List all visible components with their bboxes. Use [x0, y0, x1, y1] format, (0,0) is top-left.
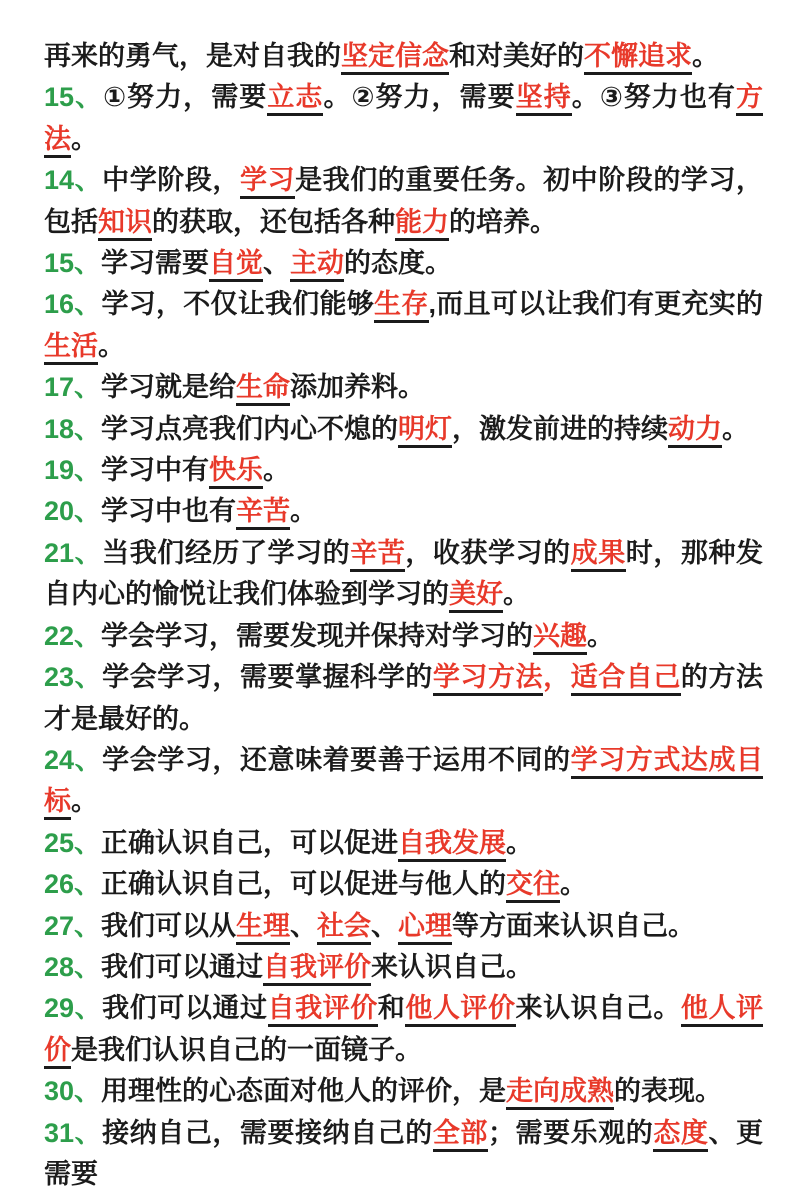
body-text: 是我们认识自己的一面镜子。 — [71, 1034, 422, 1065]
body-text: 学会学习，需要掌握科学的 — [102, 662, 433, 693]
list-item — [44, 77, 763, 160]
key-term: 自我评价 — [263, 952, 371, 986]
study-notes-list — [44, 36, 763, 1195]
body-text: 。 — [587, 620, 615, 651]
item-number: 28、 — [44, 951, 102, 982]
item-number: 31、 — [44, 1117, 103, 1148]
key-term: 态度 — [653, 1118, 708, 1152]
item-number: 14、 — [44, 165, 103, 196]
key-term: 学习方式达成目标 — [44, 745, 763, 820]
body-text: 的培养。 — [449, 206, 557, 237]
key-term: 能力 — [395, 207, 449, 241]
key-term: 学习方法 — [433, 662, 543, 696]
body-text: 。 — [692, 41, 719, 71]
list-item — [44, 284, 763, 367]
key-term: 生存 — [374, 289, 429, 323]
body-text: ；需要乐观的 — [487, 1117, 654, 1148]
body-text: 。 — [506, 827, 534, 858]
item-number: 23、 — [44, 662, 103, 693]
body-text: 。 — [290, 496, 318, 527]
key-term: 全部 — [433, 1118, 488, 1152]
item-number: 20、 — [44, 496, 102, 527]
key-term: 学习 — [240, 165, 295, 199]
key-term: 坚持 — [516, 82, 572, 116]
list-item — [44, 657, 763, 740]
item-number: 19、 — [44, 455, 102, 486]
body-text: 学习中也有 — [101, 496, 237, 527]
key-term: 心理 — [398, 911, 452, 945]
body-text: 。 — [263, 455, 291, 486]
key-term: 动力 — [668, 414, 722, 448]
body-text: 的获取，还包括各种 — [152, 206, 395, 237]
list-item — [44, 823, 763, 864]
body-text: 、 — [263, 248, 291, 279]
body-text: 学会学习，需要发现并保持对学习的 — [101, 620, 534, 651]
item-number: 24、 — [44, 744, 103, 775]
list-item — [44, 906, 763, 947]
body-text: 再来的勇气，是对自我的 — [44, 41, 341, 71]
body-text: 。 — [503, 579, 530, 610]
list-item — [44, 36, 763, 77]
body-text: 、更需要 — [44, 1117, 764, 1189]
body-text: 。②努力，需要 — [323, 82, 516, 113]
key-term: 自我发展 — [398, 828, 506, 862]
list-item — [44, 1113, 763, 1195]
body-text: 当我们经历了学习的 — [102, 537, 351, 568]
body-text: 。 — [71, 786, 98, 817]
body-text: 的表现。 — [614, 1076, 723, 1107]
body-text: 学习中有 — [101, 455, 210, 486]
list-item — [44, 243, 763, 284]
item-number: 29、 — [44, 993, 103, 1024]
body-text: 。 — [560, 869, 588, 900]
key-term: 走向成熟 — [506, 1076, 614, 1110]
key-term: 生理 — [236, 911, 290, 945]
item-number: 15、 — [44, 82, 104, 113]
list-item — [44, 409, 763, 450]
list-item — [44, 1071, 763, 1112]
body-text: 、 — [290, 910, 318, 941]
key-term: 快乐 — [209, 455, 263, 489]
key-term: 他人评价 — [44, 993, 763, 1068]
body-text: 正确认识自己，可以促进与他人的 — [101, 869, 507, 900]
key-term: 知识 — [98, 207, 152, 241]
body-text: 我们可以通过 — [101, 951, 264, 982]
key-term: 生命 — [236, 372, 290, 406]
body-text: 学习点亮我们内心不熄的 — [101, 413, 399, 444]
key-term: 自我评价 — [268, 993, 378, 1027]
body-text: 的方法才是最好的。 — [44, 662, 764, 734]
key-term: 美好 — [449, 579, 503, 613]
key-term: 主动 — [290, 248, 344, 282]
key-term: 他人评价 — [405, 993, 515, 1027]
body-text: 来认识自己。 — [371, 951, 534, 982]
body-text: 接纳自己，需要接纳自己的 — [102, 1117, 433, 1148]
body-text: 用理性的心态面对他人的评价，是 — [101, 1076, 507, 1107]
body-text: 是我们的重要任务。初中阶段的学习，包括 — [44, 165, 764, 237]
list-item — [44, 947, 763, 988]
key-term: 明灯 — [398, 414, 452, 448]
body-text: 学习就是给 — [101, 372, 237, 403]
key-term: 生活 — [44, 331, 98, 365]
body-text: 我们可以通过 — [102, 993, 268, 1024]
key-term: 方法 — [44, 82, 763, 157]
body-text: 时，那种发自内心的愉悦让我们体验到学习的 — [44, 537, 764, 610]
list-item — [44, 491, 763, 532]
item-number: 26、 — [44, 869, 102, 900]
body-text: 和 — [377, 993, 406, 1024]
list-item — [44, 864, 763, 905]
body-text: 、 — [371, 910, 399, 941]
body-text: 。 — [722, 413, 750, 444]
list-item — [44, 740, 763, 823]
item-number: 22、 — [44, 620, 102, 651]
list-item — [44, 988, 763, 1071]
item-number: 30、 — [44, 1076, 102, 1107]
body-text: 学习需要 — [101, 248, 210, 279]
key-term: 不懈追求 — [584, 41, 692, 75]
list-item — [44, 450, 763, 491]
body-text: ,而且可以让我们有更充实的 — [428, 289, 763, 320]
body-text: 中学阶段， — [102, 165, 240, 196]
item-number: 21、 — [44, 537, 103, 568]
key-term: 自觉 — [209, 248, 263, 282]
body-text: ，收获学习的 — [405, 537, 571, 568]
list-item — [44, 160, 763, 243]
list-item — [44, 616, 763, 657]
body-text: ，激发前进的持续 — [452, 413, 669, 444]
body-text: ①努力，需要 — [103, 82, 268, 113]
body-text: 等方面来认识自己。 — [452, 910, 696, 941]
body-text: 和对美好的 — [449, 41, 584, 71]
body-text: 的态度。 — [344, 248, 453, 279]
item-number: 15、 — [44, 248, 102, 279]
key-term: 辛苦 — [350, 538, 405, 572]
list-item — [44, 533, 763, 616]
body-text: 学习，不仅让我们能够 — [101, 289, 375, 320]
key-term: 社会 — [317, 911, 371, 945]
item-number: 27、 — [44, 910, 102, 941]
item-number: 25、 — [44, 827, 102, 858]
key-term: 坚定信念 — [341, 41, 449, 75]
item-number: 17、 — [44, 372, 102, 403]
key-term: 交往 — [506, 869, 560, 903]
key-term: 适合自己 — [571, 662, 681, 696]
key-term: 立志 — [267, 82, 323, 116]
item-number: 18、 — [44, 413, 102, 444]
red-punctuation: ， — [543, 662, 571, 693]
body-text: 我们可以从 — [101, 910, 237, 941]
body-text: 。 — [98, 330, 125, 361]
body-text: 。 — [71, 123, 98, 154]
body-text: 学会学习，还意味着要善于运用不同的 — [102, 744, 571, 775]
body-text: 添加养料。 — [290, 372, 426, 403]
key-term: 成果 — [571, 538, 626, 572]
key-term: 兴趣 — [533, 621, 587, 655]
body-text: 。③努力也有 — [571, 82, 736, 113]
item-number: 16、 — [44, 289, 102, 320]
body-text: 正确认识自己，可以促进 — [101, 827, 399, 858]
list-item — [44, 367, 763, 408]
key-term: 辛苦 — [236, 496, 290, 530]
body-text: 来认识自己。 — [515, 993, 681, 1024]
